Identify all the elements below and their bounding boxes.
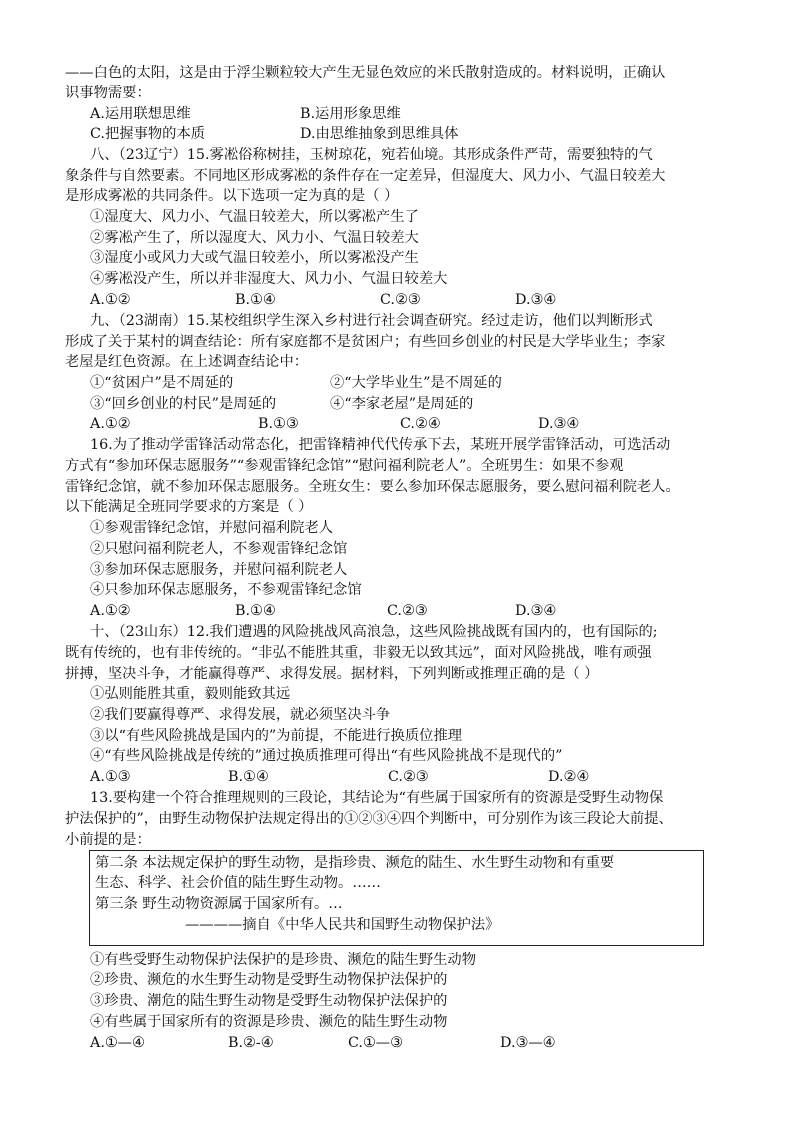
text-line-l34: ④“有些风险挑战是传统的”通过换质推理可得出“有些风险挑战不是现代的” — [90, 748, 563, 764]
text-line-l16b: ②“大学毕业生”是不周延的 — [330, 375, 502, 391]
text-line-l35d: D.②④ — [548, 769, 590, 785]
text-line-l13: 九、（23湖南）15.某校组织学生深入乡村进行社会调查研究。经过走访，他们以判断形式 — [90, 313, 653, 329]
text-line-l22: 以下能满足全班同学要求的方案是（ ） — [65, 499, 313, 515]
text-line-l48b: B.②-④ — [228, 1035, 274, 1051]
text-line-l48d: D.③—④ — [500, 1035, 556, 1051]
text-line-l6: 象条件与自然要素。不同地区形成雾凇的条件存在一定差异，但湿度大、风力小、气温日较差大 — [65, 168, 666, 184]
text-line-l45: ②珍贵、濒危的水生野生动物是受野生动物保护法保护的 — [90, 972, 448, 988]
text-line-l1: ——白色的太阳，这是由于浮尘颗粒较大产生无显色效应的米氏散射造成的。材料说明，正确认 — [65, 65, 666, 81]
text-line-l17b: ④“李家老屋”是周延的 — [330, 396, 474, 412]
text-line-l11: ④雾凇没产生，所以并非湿度大、风力小、气温日较差大 — [90, 271, 448, 287]
text-line-l18c: C.②④ — [400, 416, 441, 432]
text-line-l27d: D.③④ — [515, 603, 557, 619]
text-line-l26: ④只参加环保志愿服务，不参观雷锋纪念馆 — [90, 582, 362, 598]
text-line-l3b: B.运用形象思维 — [300, 106, 401, 122]
text-line-l31: ①弘则能胜其重，毅则能致其远 — [90, 686, 291, 702]
text-line-l29: 既有传统的，也有非传统的。“非弘不能胜其重，非毅无以致其远”，面对风险挑战，唯有顽强 — [65, 645, 652, 661]
text-line-l18d: D.③④ — [538, 416, 580, 432]
text-line-l18a: A.①② — [90, 416, 131, 432]
box-line-b1: 第二条 本法规定保护的野生动物，是指珍贵、濒危的陆生、水生野生动物和有重要 — [95, 855, 615, 871]
text-line-l7: 是形成雾凇的共同条件。以下选项一定为真的是（ ） — [65, 188, 399, 204]
text-line-l48a: A.①—④ — [90, 1035, 145, 1051]
text-line-l48c: C.①—③ — [348, 1035, 403, 1051]
text-line-l10: ③湿度小或风力大或气温日较差小，所以雾凇没产生 — [90, 250, 419, 266]
text-line-l36: 13.要构建一个符合推理规则的三段论，其结论为“有些属于国家所有的资源是受野生动物保 — [90, 790, 664, 806]
text-line-l24: ②只慰问福利院老人，不参观雷锋纪念馆 — [90, 541, 348, 557]
text-line-l33: ③以“有些风险挑战是国内的”为前提，不能进行换质位推理 — [90, 728, 463, 744]
text-line-l28: 十、（23山东）12.我们遭遇的风险挑战风高浪急，这些风险挑战既有国内的，也有国际的; — [90, 624, 658, 640]
text-line-l16a: ①“贫困户”是不周延的 — [90, 375, 234, 391]
text-line-l27c: C.②③ — [387, 603, 428, 619]
text-line-l18b: B.①③ — [258, 416, 299, 432]
text-line-l44: ①有些受野生动物保护法保护的是珍贵、濒危的陆生野生动物 — [90, 952, 477, 968]
text-line-l35b: B.①④ — [228, 769, 269, 785]
text-line-l8: ①湿度大、风力小、气温日较差大，所以雾凇产生了 — [90, 209, 419, 225]
text-line-l46: ③珍贵、潮危的陆生野生动物是受野生动物保护法保护的 — [90, 993, 448, 1009]
text-line-l9: ②雾凇产生了，所以湿度大、风力小、气温日较差大 — [90, 230, 419, 246]
text-line-l23: ①参观雷锋纪念馆，并慰问福利院老人 — [90, 520, 334, 536]
text-line-l38: 小前提的是： — [65, 832, 151, 848]
text-line-l14: 形成了关于某村的调查结论：所有家庭都不是贫困户；有些回乡创业的村民是大学毕业生；李家 — [65, 334, 666, 350]
box-line-b3: 第三条 野生动物资源属于国家所有。… — [95, 896, 343, 912]
text-line-l47: ④有些属于国家所有的资源是珍贵、濒危的陆生野生动物 — [90, 1014, 448, 1030]
text-line-l12b: B.①④ — [235, 292, 276, 308]
text-line-l30: 拼搏，坚决斗争，才能赢得尊严、求得发展。据材料，下列判断或推理正确的是（ ） — [65, 666, 599, 682]
box-line-b2: 生态、科学、社会价值的陆生野生动物。…… — [95, 875, 381, 891]
text-line-l35c: C.②③ — [388, 769, 429, 785]
box-line-b4: ————摘自《中华人民共和国野生动物保护法》 — [185, 917, 500, 933]
text-line-l25: ③参加环保志愿服务，并慰问福利院老人 — [90, 562, 348, 578]
text-line-l17a: ③“回乡创业的村民”是周延的 — [90, 396, 277, 412]
text-line-l27a: A.①② — [90, 603, 131, 619]
text-line-l15: 老屋是红色资源。在上述调查结论中： — [65, 354, 309, 370]
text-line-l20: 方式有“参加环保志愿服务”“参观雷锋纪念馆”“慰问福利院老人”。全班男生：如果不参观 — [65, 458, 624, 474]
text-line-l4b: D.由思维抽象到思维具体 — [300, 126, 459, 142]
text-line-l27b: B.①④ — [235, 603, 276, 619]
text-line-l4a: C.把握事物的本质 — [90, 126, 206, 142]
text-line-l32: ②我们要赢得尊严、求得发展，就必须坚决斗争 — [90, 707, 391, 723]
text-line-l35a: A.①③ — [90, 769, 131, 785]
text-line-l2: 识事物需要： — [65, 85, 151, 101]
text-line-l37: 护法保护的”，由野生动物保护法规定得出的①②③④四个判断中，可分别作为该三段论大前提、 — [65, 811, 673, 827]
text-line-l19: 16.为了推动学雷锋活动常态化，把雷锋精神代代传承下去，某班开展学雷锋活动，可选活动 — [90, 437, 671, 453]
text-line-l12d: D.③④ — [515, 292, 557, 308]
text-line-l3a: A.运用联想思维 — [90, 106, 191, 122]
text-line-l12c: C.②③ — [380, 292, 421, 308]
text-line-l12a: A.①② — [90, 292, 131, 308]
text-line-l5: 八、（23辽宁）15.雾凇俗称树挂，玉树琼花，宛若仙境。其形成条件严苛，需要独特的气 — [90, 147, 653, 163]
text-line-l21: 雷锋纪念馆，就不参加环保志愿服务。全班女生：要么参加环保志愿服务，要么慰问福利院老人。 — [65, 479, 680, 495]
